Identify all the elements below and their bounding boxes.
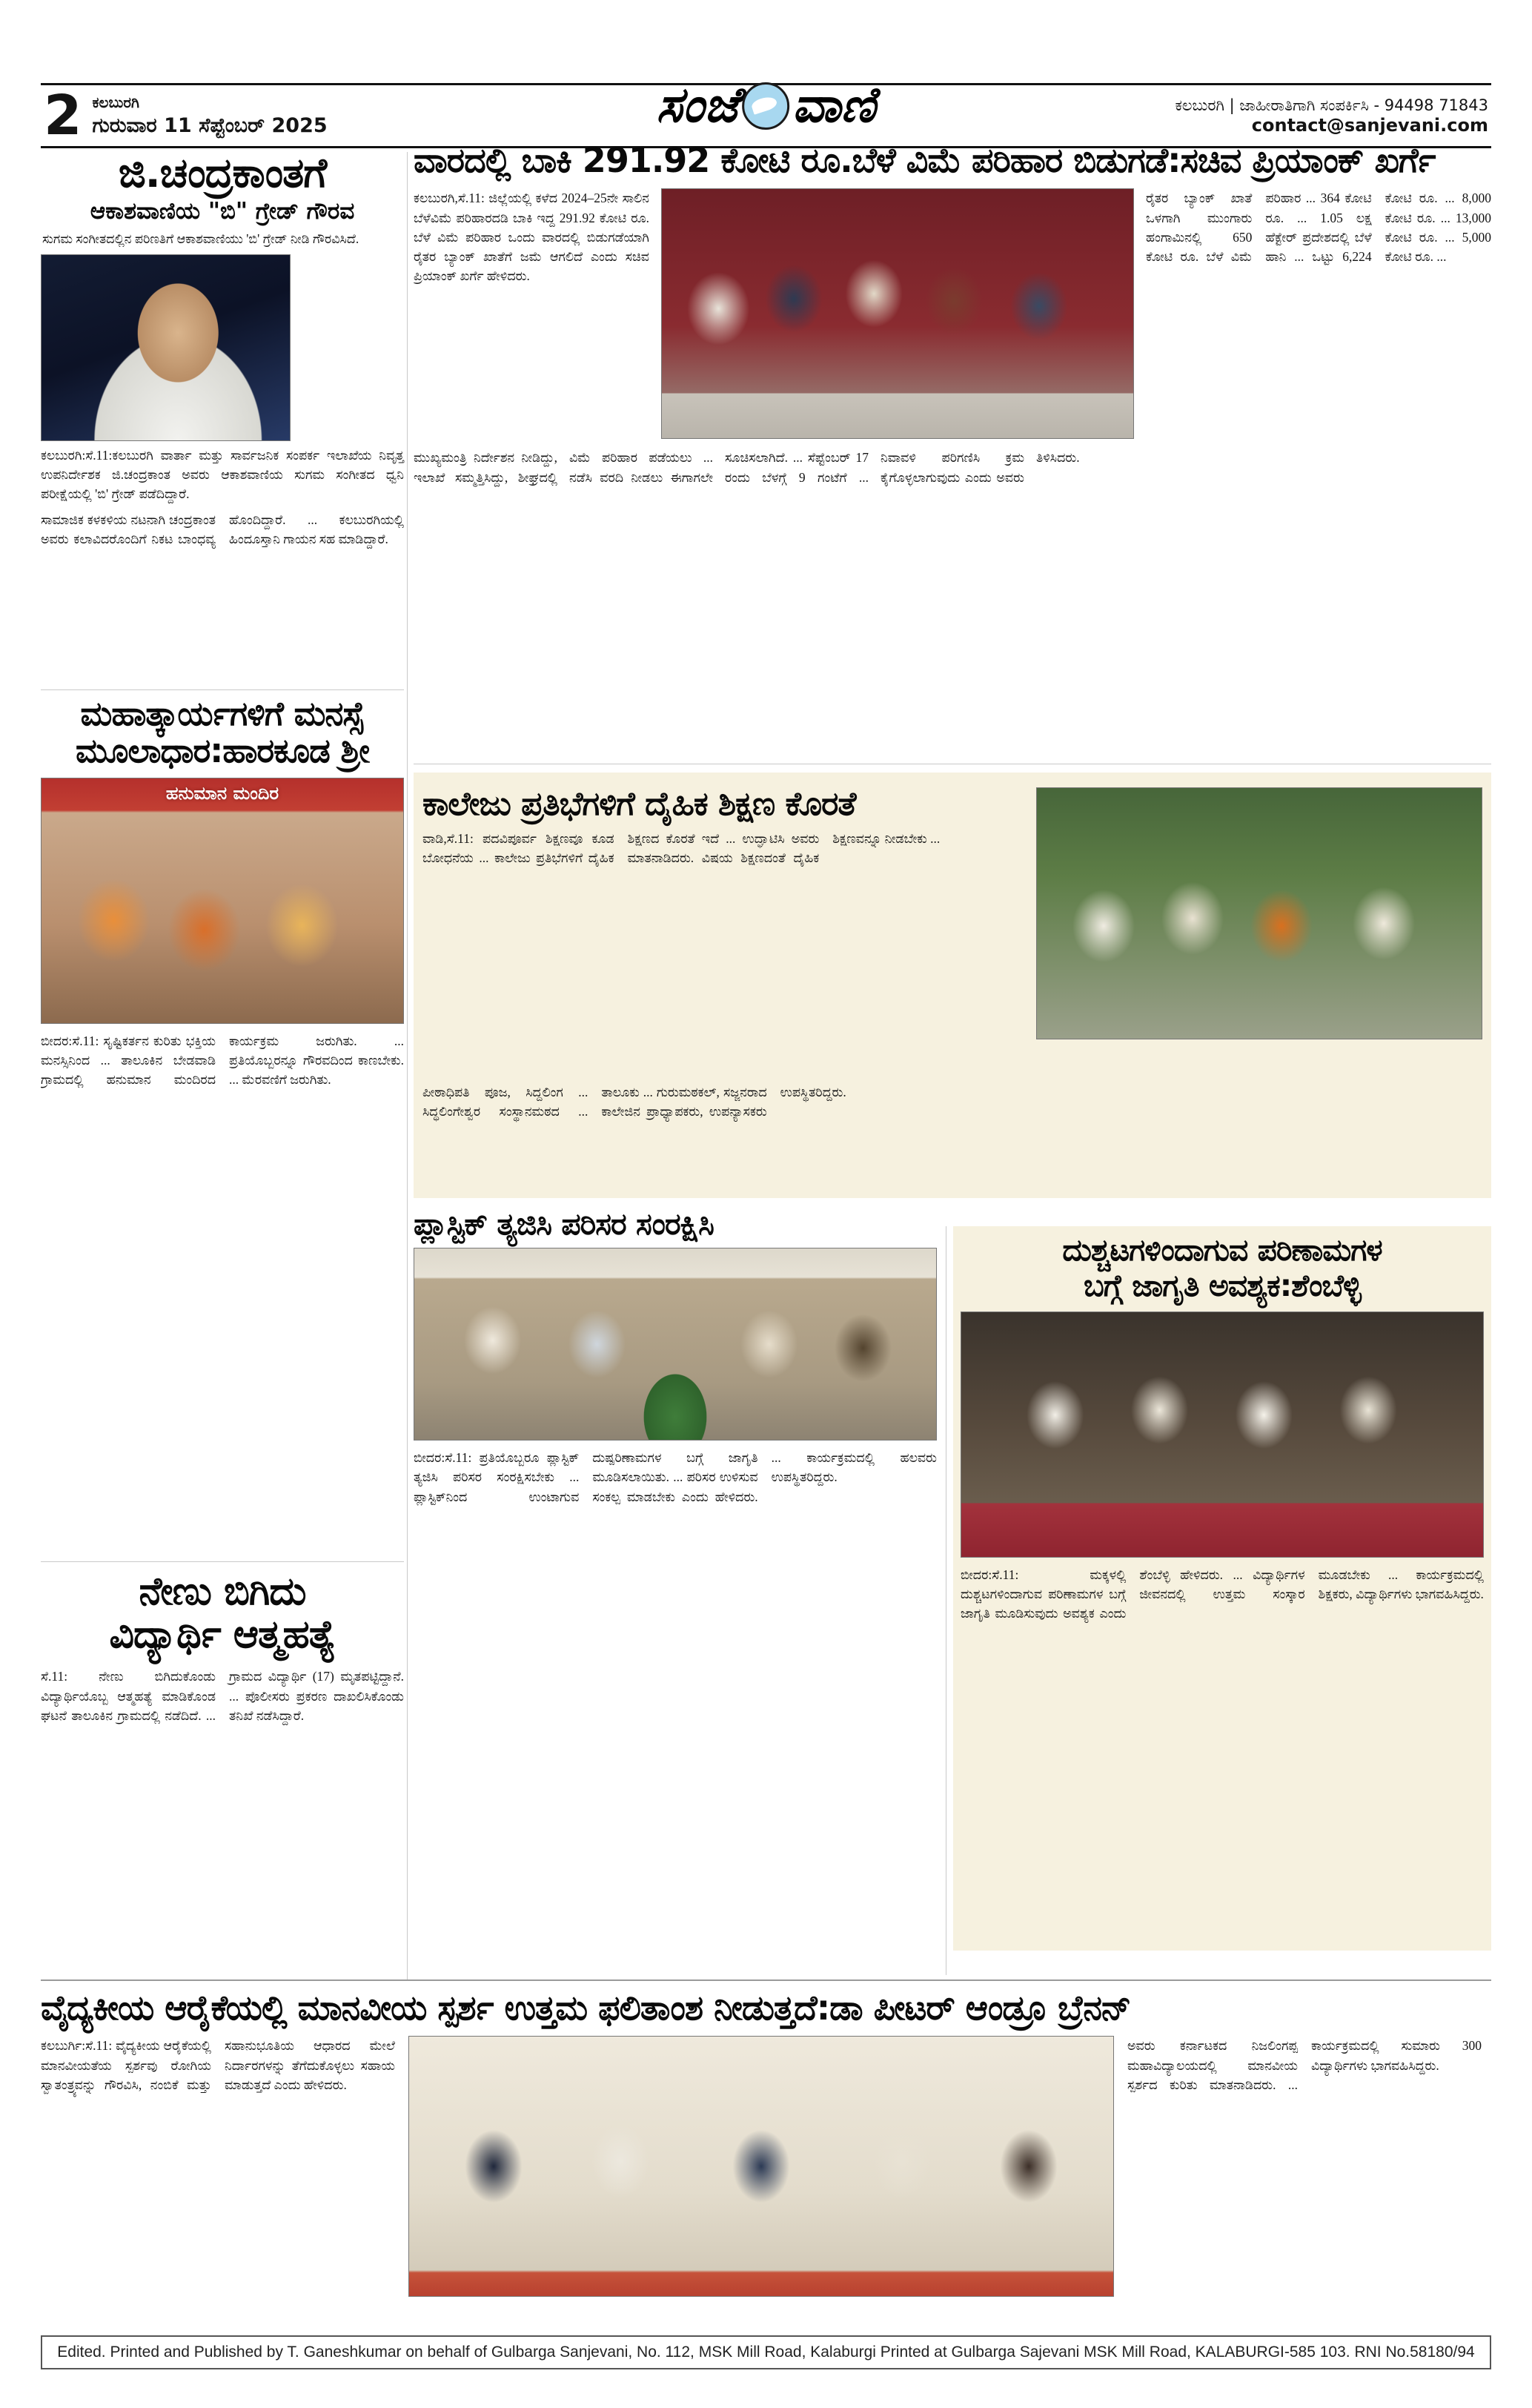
edition-date: ಗುರುವಾರ 11 ಸೆಪ್ಟೆಂಬರ್ 2025 <box>92 114 328 137</box>
masthead-right-text: ವಾಣಿ <box>792 76 876 133</box>
article-body: ಸೆ.11: ನೇಣು ಬಿಗಿದುಕೊಂಡು ವಿದ್ಯಾರ್ಥಿಯೊಬ್ಬ ಆತ್ಮಹತ್ಯೆ ಮಾಡಿಕೊಂಡ ಘಟನೆ ತಾಲೂಕಿನ ಗ್ರಾಮದಲ್ಲಿ ನಡೆದಿದೆ. ... ಗ್ರಾಮದ ವಿದ್ಯಾರ್ಥಿ (17) ಮೃತಪಟ್ಟಿದ್ದಾನೆ. ... ಪೊಲೀಸರು ಪ್ರಕರಣ ದಾಖಲಿಸಿಕೊಂಡು ತನಿಖೆ ನಡೆಸಿದ್ದಾರೆ. <box>41 1669 404 1723</box>
article-body-right: ರೈತರ ಬ್ಯಾಂಕ್ ಖಾತೆ ಒಳಗಾಗಿ ಮುಂಗಾರು ಹಂಗಾಮಿನಲ್ಲಿ 650 ಕೋಟಿ ರೂ. ಬೆಳೆ ವಿಮೆ ಪರಿಹಾರ ... 364 ಕೋಟಿ ರೂ. ... 1.05 ಲಕ್ಷ ಹೆಕ್ಟೇರ್ ಪ್ರದೇಶದಲ್ಲಿ ಬೆಳೆ ಹಾನಿ ... ಒಟ್ಟು 6,224 ಕೋಟಿ ರೂ. ... 8,000 ಕೋಟಿ ರೂ. ... 13,000 ಕೋಟಿ ರೂ. ... 5,000 ಕೋಟಿ ರೂ. ... <box>1146 191 1491 265</box>
article-body: ಬೀದರ:ಸೆ.11: ಪ್ರತಿಯೊಬ್ಬರೂ ಪ್ಲಾಸ್ಟಿಕ್ ತ್ಯಜಿಸಿ ಪರಿಸರ ಸಂರಕ್ಷಿಸಬೇಕು ... ಪ್ಲಾಸ್ಟಿಕ್‌ನಿಂದ ಉಂಟಾಗುವ ದುಷ್ಪರಿಣಾಮಗಳ ಬಗ್ಗೆ ಜಾಗೃತಿ ಮೂಡಿಸಲಾಯಿತು. ... ಪರಿಸರ ಉಳಿಸುವ ಸಂಕಲ್ಪ ಮಾಡಬೇಕು ಎಂದು ಹೇಳಿದರು. ... ಕಾರ್ಯಕ್ರಮದಲ್ಲಿ ಹಲವರು ಉಪಸ್ಥಿತರಿದ್ದರು. <box>414 1450 937 1504</box>
edition-city: ಕಲಬುರಗಿ <box>92 93 139 111</box>
horizontal-rule <box>41 1979 1491 1981</box>
header-right <box>1175 96 1491 136</box>
article-body-bottom: ಪೀಠಾಧಿಪತಿ ಪೂಜ, ಸಿದ್ದಲಿಂಗ ... ಸಿದ್ಧಲಿಂಗೇಶ್ವರ ಸಂಸ್ಥಾನಮಠದ ... ತಾಲೂಕು ... ಗುರುಮಠಕಲ್, ಸಜ್ಜನರಾದ ಕಾಲೇಜಿನ ಪ್ರಾಧ್ಯಾಪಕರು, ಉಪನ್ಯಾಸಕರು ಉಪಸ್ಥಿತರಿದ್ದರು. <box>422 1085 846 1119</box>
article-body: ಬೀದರ:ಸೆ.11: ಸೃಷ್ಟಿಕರ್ತನ ಕುರಿತು ಭಕ್ತಿಯ ಮನಸ್ಸಿನಿಂದ ... ತಾಲೂಕಿನ ಬೇಡವಾಡಿ ಗ್ರಾಮದಲ್ಲಿ ಹನುಮಾನ ಮಂದಿರದ ಕಾರ್ಯಕ್ರಮ ಜರುಗಿತು. ... ಪ್ರತಿಯೊಬ್ಬರನ್ನೂ ಗೌರವದಿಂದ ಕಾಣಬೇಕು. ... ಮೆರವಣಿಗೆ ಜರುಗಿತು. <box>41 1033 404 1088</box>
headline: ವೈದ್ಯಕೀಯ ಆರೈಕೆಯಲ್ಲಿ ಮಾನವೀಯ ಸ್ಪರ್ಶ ಉತ್ತಮ ಫಲಿತಾಂಶ ನೀಡುತ್ತದೆ:ಡಾ ಪೀಟರ್ ಆಂಡ್ರೂ ಬ್ರೆನನ್ <box>41 1988 1131 2028</box>
plant-event-photo <box>414 1248 937 1440</box>
masthead <box>657 76 876 135</box>
article-crop-insurance <box>414 142 1491 744</box>
article-body: ಬೀದರ:ಸೆ.11: ಮಕ್ಕಳಲ್ಲಿ ದುಶ್ಚಟಗಳಿಂದಾಗುವ ಪರಿಣಾಮಗಳ ಬಗ್ಗೆ ಜಾಗೃತಿ ಮೂಡಿಸುವುದು ಅವಶ್ಯಕ ಎಂದು ಶೆಂಬೆಳ್ಳಿ ಹೇಳಿದರು. ... ವಿದ್ಯಾರ್ಥಿಗಳ ಜೀವನದಲ್ಲಿ ಉತ್ತಮ ಸಂಸ್ಕಾರ ಮೂಡಬೇಕು ... ಕಾರ್ಯಕ್ರಮದಲ್ಲಿ ಶಿಕ್ಷಕರು, ವಿದ್ಯಾರ್ಥಿಗಳು ಭಾಗವಹಿಸಿದ್ದರು. <box>961 1567 1484 1621</box>
headline-line1: ಮಹಾತ್ಕಾರ್ಯಗಳಿಗೆ ಮನಸ್ಸೆ <box>80 694 365 733</box>
page-number: 2 <box>44 84 82 148</box>
article-body-left: ಕಲಬುರ್ಗಿ:ಸೆ.11: ವೈದ್ಯಕೀಯ ಆರೈಕೆಯಲ್ಲಿ ಮಾನವೀಯತೆಯ ಸ್ಪರ್ಶವು ರೋಗಿಯ ಸ್ವಾತಂತ್ರ್ಯವನ್ನು ಗೌರವಿಸಿ, ನಂಬಿಕೆ ಮತ್ತು ಸಹಾನುಭೂತಿಯ ಆಧಾರದ ಮೇಲೆ ನಿರ್ದಾರಗಳನ್ನು ತೆಗೆದುಕೊಳ್ಳಲು ಸಹಾಯ ಮಾಡುತ್ತದೆ ಎಂದು ಹೇಳಿದರು. <box>41 2038 395 2092</box>
advertising-contact: ಕಲಬುರಗಿ | ಜಾಹೀರಾತಿಗಾಗಿ ಸಂಪರ್ಕಿಸಿ - 94498 71843 <box>1175 96 1488 114</box>
article-radio-award <box>41 149 404 692</box>
article-plastic <box>414 1208 937 1967</box>
headline-line2: ಬಗ್ಗೆ ಜಾಗೃತಿ ಅವಶ್ಯಕ:ಶೆಂಬೆಳ್ಳಿ <box>1084 1268 1361 1304</box>
article-college-pe <box>414 773 1491 1198</box>
masthead-left-text: ಸಂಜೆ <box>656 76 739 133</box>
headline: ಜಿ.ಚಂದ್ರಕಾಂತಗೆ <box>118 149 327 196</box>
press-conference-photo <box>661 188 1134 439</box>
article-body-right: ಅವರು ಕರ್ನಾಟಕದ ನಿಜಲಿಂಗಪ್ಪ ಮಹಾವಿದ್ಯಾಲಯದಲ್ಲಿ ಮಾನವೀಯ ಸ್ಪರ್ಶದ ಕುರಿತು ಮಾತನಾಡಿದರು. ... ಕಾರ್ಯಕ್ರಮದಲ್ಲಿ ಸುಮಾರು 300 ವಿದ್ಯಾರ್ಥಿಗಳು ಭಾಗವಹಿಸಿದ್ದರು. <box>1127 2038 1482 2092</box>
article-suicide <box>41 1570 404 1978</box>
photo-banner-text: ಹನುಮಾನ ಮಂದಿರ <box>165 782 279 804</box>
stage-event-photo <box>41 778 404 1024</box>
article-body-col1: ಕಲಬುರಗಿ,ಸೆ.11: ಜಿಲ್ಲೆಯಲ್ಲಿ ಕಳೆದ 2024–25ನೇ ಸಾಲಿನ ಬೆಳೆವಿಮೆ ಪರಿಹಾರದಡಿ ಬಾಕಿ ಇದ್ದ 291.92 ಕೋಟಿ ರೂ. ಬೆಳೆ ವಿಮೆ ಪರಿಹಾರ ಒಂದು ವಾರದಲ್ಲಿ ಬಿಡುಗಡೆಯಾಗಿ ರೈತರ ಬ್ಯಾಂಕ್ ಖಾತೆಗೆ ಜಮೆ ಆಗಲಿದೆ ಎಂದು ಸಚಿವ ಪ್ರಿಯಾಂಕ್ ಖರ್ಗೆ ಹೇಳಿದರು. <box>414 191 649 284</box>
article-body-bottom: ಮುಖ್ಯಮಂತ್ರಿ ನಿರ್ದೇಶನ ನೀಡಿದ್ದು, ಇಲಾಖೆ ಸಮ್ಮತ್ತಿಸಿದ್ದು, ಶೀಘ್ರದಲ್ಲಿ ವಿಮೆ ಪರಿಹಾರ ಪಡೆಯಲು ... ನಡೆಸಿ ವರದಿ ನೀಡಲು ಈಗಾಗಲೇ ಸೂಚಿಸಲಾಗಿದೆ. ... ಸೆಪ್ಟೆಂಬರ್ 17 ರಂದು ಬೆಳಗ್ಗೆ 9 ಗಂಟೆಗೆ ... ನಿವಾವಳಿ ಪರಿಗಣಿಸಿ ಕ್ರಮ ಕೈಗೊಳ್ಳಲಾಗುವುದು ಎಂದು ಅವರು ತಿಳಿಸಿದರು. <box>414 450 1080 485</box>
horizontal-rule <box>41 1561 404 1562</box>
article-body-continued: ಸಾಮಾಜಿಕ ಕಳಕಳಿಯ ನಟನಾಗಿ ಚಂದ್ರಕಾಂತ ಅವರು ಕಲಾವಿದರೊಂದಿಗೆ ನಿಕಟ ಬಾಂಧವ್ಯ ಹೊಂದಿದ್ದಾರೆ. ... ಕಲಬುರಗಿಯಲ್ಲಿ ಹಿಂದೂಸ್ತಾನಿ ಗಾಯನ ಸಹ ಮಾಡಿದ್ದಾರೆ. <box>41 512 404 546</box>
page-header <box>41 76 1491 148</box>
contact-email: contact@sanjevani.com <box>1251 114 1488 136</box>
headline-line2: ಮೂಲಾಧಾರ:ಹಾರಕೂಡ ಶ್ರೀ <box>75 731 370 771</box>
article-intro: ಸುಗಮ ಸಂಗೀತದಲ್ಲಿನ ಪರಿಣತಿಗೆ ಆಕಾಶವಾಣಿಯು 'ಬಿ' ಗ್ರೇಡ್ ನೀಡಿ ಗೌರವಿಸಿದೆ. <box>42 231 359 246</box>
outdoor-group-photo <box>1036 787 1482 1039</box>
imprint-footer: Edited. Printed and Published by T. Ganeshkumar on behalf of Gulbarga Sanjevani, No. 112, MSK Mill Road, Kalaburgi Printed at Gulbarga Sajevani MSK Mill Road, KALABURGI-585 103. RNI No.58180/94 <box>41 2335 1491 2369</box>
vertical-rule <box>407 152 408 1979</box>
dove-logo-icon <box>742 82 789 130</box>
students-felicitation-photo <box>961 1312 1484 1558</box>
headline-line2: ವಿದ್ಯಾರ್ಥಿ ಆತ್ಮಹತ್ಯೆ <box>109 1612 336 1658</box>
headline: ಕಾಲೇಜು ಪ್ರತಿಭೆಗಳಿಗೆ ದೈಹಿಕ ಶಿಕ್ಷಣ ಕೊರತೆ <box>422 785 856 823</box>
article-harakooda <box>41 695 404 1543</box>
doctors-group-photo <box>408 2036 1114 2297</box>
subheadline: ಆಕಾಶವಾಣಿಯ "ಬಿ" ಗ್ರೇಡ್ ಗೌರವ <box>90 197 355 225</box>
headline-line1: ದುಶ್ಚಟಗಳಿಂದಾಗುವ ಪರಿಣಾಮಗಳ <box>1062 1232 1382 1268</box>
chandrakanth-portrait-photo <box>41 254 291 441</box>
headline: ವಾರದಲ್ಲಿ ಬಾಕಿ 291.92 ಕೋಟಿ ರೂ.ಬೆಳೆ ವಿಮೆ ಪರಿಹಾರ ಬಿಡುಗಡೆ:ಸಚಿವ ಪ್ರಿಯಾಂಕ್ ಖರ್ಗೆ <box>414 140 1436 180</box>
article-medical <box>41 1990 1491 2297</box>
headline <box>961 1232 1484 1304</box>
header-left <box>41 84 328 148</box>
article-awareness <box>953 1226 1491 1951</box>
city-date <box>93 93 328 138</box>
headline: ಪ್ಲಾಸ್ಟಿಕ್ ತ್ಯಜಿಸಿ ಪರಿಸರ ಸಂರಕ್ಷಿಸಿ <box>414 1206 714 1242</box>
article-body: ಕಲಬುರಗಿ:ಸೆ.11:ಕಲಬುರಗಿ ವಾರ್ತಾ ಮತ್ತು ಸಾರ್ವಜನಿಕ ಸಂಪರ್ಕ ಇಲಾಖೆಯ ನಿವೃತ್ತ ಉಪನಿರ್ದೇಶಕ ಜಿ.ಚಂದ್ರಕಾಂತ ಅವರು ಆಕಾಶವಾಣಿಯ ಸುಗಮ ಸಂಗೀತದ ಧ್ವನಿ ಪರೀಕ್ಷೆಯಲ್ಲಿ 'ಬಿ' ಗ್ರೇಡ್ ಪಡೆದಿದ್ದಾರೆ. <box>41 447 404 502</box>
headline <box>41 1570 404 1656</box>
article-body-top: ವಾಡಿ,ಸೆ.11: ಪದವಿಪೂರ್ವ ಶಿಕ್ಷಣವೂ ಕೂಡ ಬೋಧನೆಯ ... ಕಾಲೇಜು ಪ್ರತಿಭೆಗಳಿಗೆ ದೈಹಿಕ ಶಿಕ್ಷಣದ ಕೊರತೆ ಇದೆ ... ಉದ್ಘಾಟಿಸಿ ಅವರು ಮಾತನಾಡಿದರು. ವಿಷಯ ಶಿಕ್ಷಣದಂತೆ ದೈಹಿಕ ಶಿಕ್ಷಣವನ್ನೂ ನೀಡಬೇಕು ... <box>422 831 941 866</box>
headline-line1: ನೇಣು ಬಿಗಿದು <box>139 1570 306 1614</box>
headline <box>41 695 404 770</box>
